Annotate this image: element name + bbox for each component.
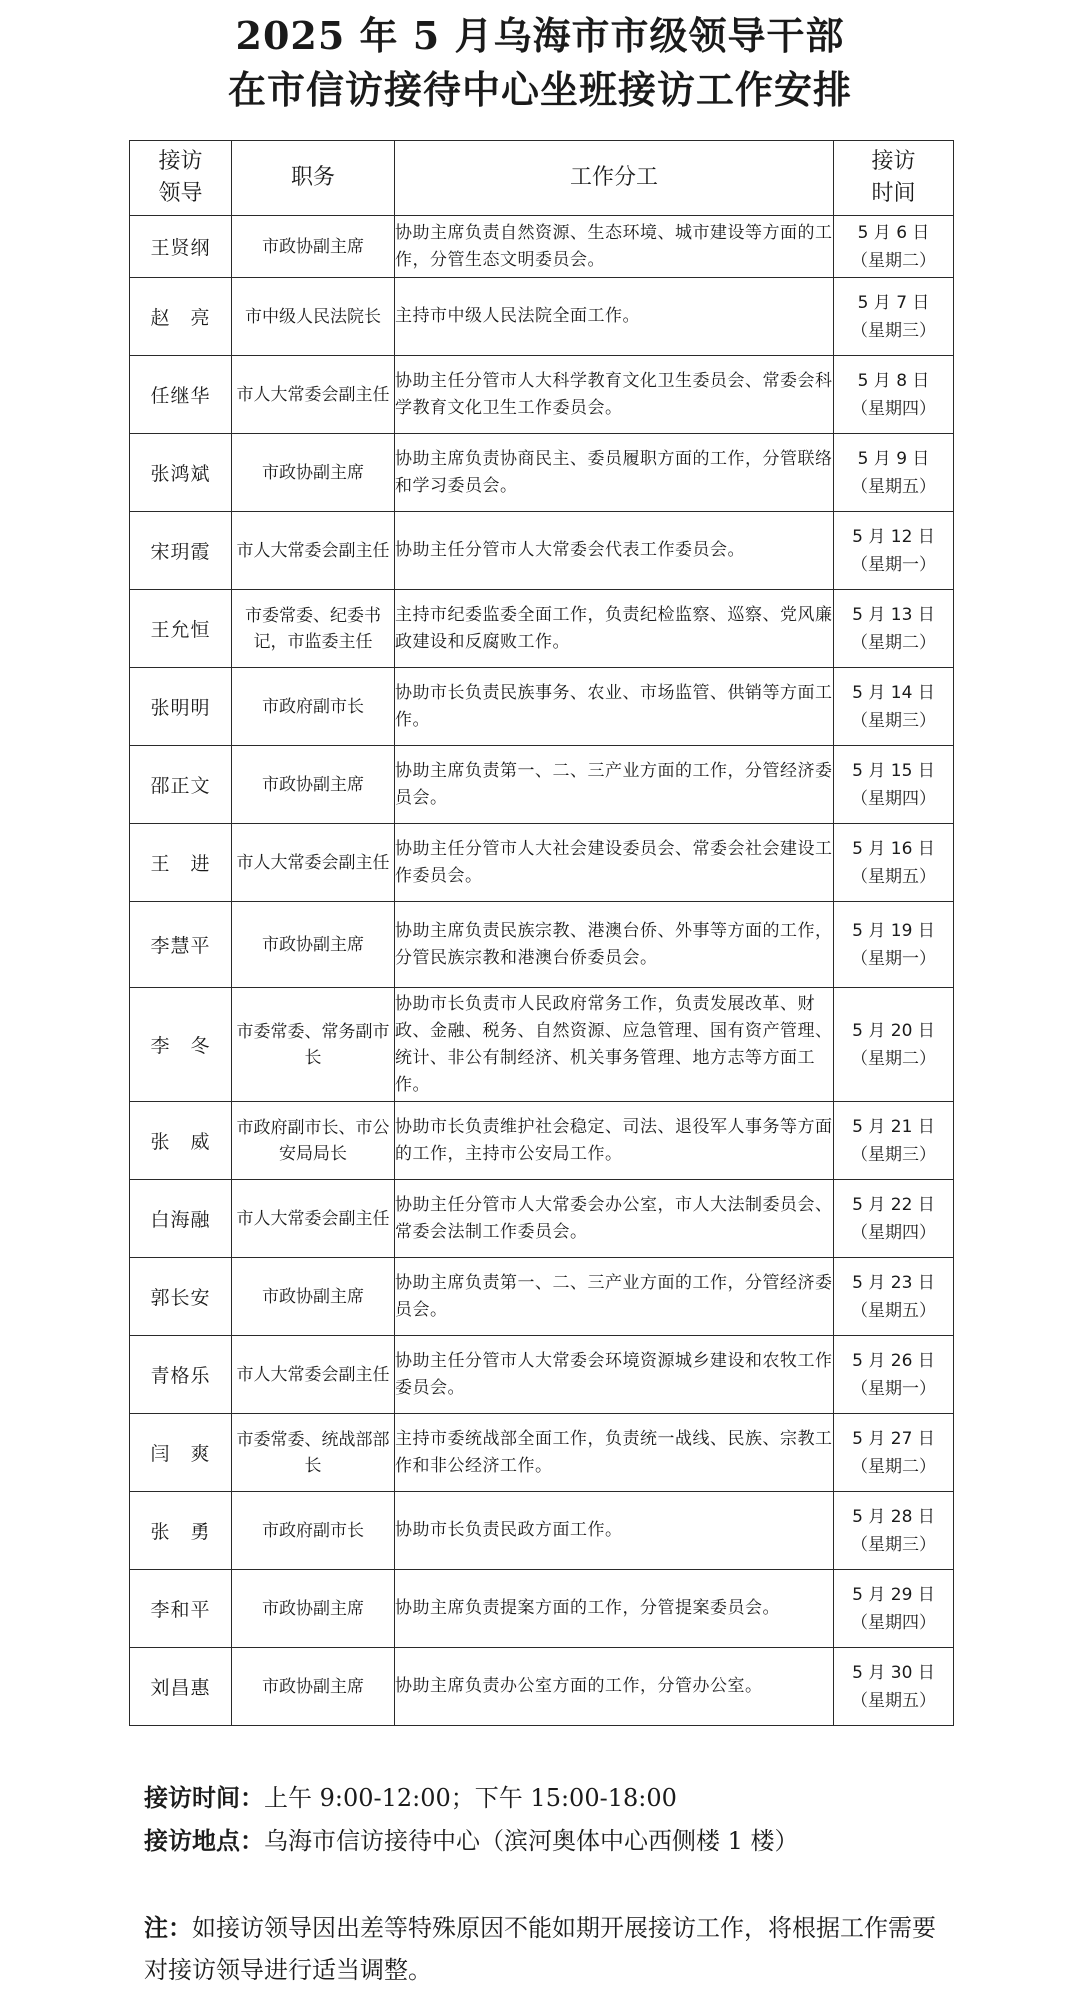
leader-duty: 协助市长负责民族事务、农业、市场监管、供销等方面工作。 bbox=[395, 668, 834, 746]
schedule-table bbox=[129, 140, 954, 1726]
leader-position: 市委常委、常务副市长 bbox=[232, 988, 395, 1102]
reception-time: 5 月 15 日 （星期四） bbox=[834, 746, 954, 824]
leader-position: 市人大常委会副主任 bbox=[232, 356, 395, 434]
table-row bbox=[130, 1414, 954, 1492]
table-row bbox=[130, 902, 954, 988]
leader-duty: 协助主席负责自然资源、生态环境、城市建设等方面的工作，分管生态文明委员会。 bbox=[395, 216, 834, 278]
leader-name: 赵 亮 bbox=[130, 278, 232, 356]
leader-duty: 协助主任分管市人大常委会环境资源城乡建设和农牧工作委员会。 bbox=[395, 1336, 834, 1414]
leader-name: 青格乐 bbox=[130, 1336, 232, 1414]
table-row bbox=[130, 1258, 954, 1336]
reception-location-value: 乌海市信访接待中心（滨河奥体中心西侧楼 1 楼） bbox=[264, 1827, 799, 1855]
table-row bbox=[130, 1570, 954, 1648]
leader-duty: 协助主任分管市人大常委会办公室，市人大法制委员会、常委会法制工作委员会。 bbox=[395, 1180, 834, 1258]
reception-time: 5 月 12 日 （星期一） bbox=[834, 512, 954, 590]
reception-time: 5 月 6 日 （星期二） bbox=[834, 216, 954, 278]
reception-time: 5 月 27 日 （星期二） bbox=[834, 1414, 954, 1492]
reception-time: 5 月 23 日 （星期五） bbox=[834, 1258, 954, 1336]
leader-position: 市政府副市长 bbox=[232, 1492, 395, 1570]
table-row bbox=[130, 1102, 954, 1180]
note bbox=[144, 1907, 944, 1991]
reception-time: 5 月 22 日 （星期四） bbox=[834, 1180, 954, 1258]
table-row bbox=[130, 746, 954, 824]
leader-position: 市政府副市长 bbox=[232, 668, 395, 746]
leader-name: 王贤纲 bbox=[130, 216, 232, 278]
leader-name: 王 进 bbox=[130, 824, 232, 902]
table-row bbox=[130, 1492, 954, 1570]
leader-name: 王允恒 bbox=[130, 590, 232, 668]
document-title-line1: 2025 年 5 月乌海市市级领导干部 bbox=[235, 13, 845, 58]
reception-time: 5 月 30 日 （星期五） bbox=[834, 1648, 954, 1726]
table-row bbox=[130, 590, 954, 668]
leader-duty: 协助主席负责办公室方面的工作，分管办公室。 bbox=[395, 1648, 834, 1726]
leader-duty: 协助主任分管市人大科学教育文化卫生委员会、常委会科学教育文化卫生工作委员会。 bbox=[395, 356, 834, 434]
leader-position: 市委常委、统战部部长 bbox=[232, 1414, 395, 1492]
leader-position: 市政协副主席 bbox=[232, 902, 395, 988]
table-row bbox=[130, 824, 954, 902]
table-row bbox=[130, 216, 954, 278]
leader-duty: 协助市长负责民政方面工作。 bbox=[395, 1492, 834, 1570]
table-row bbox=[130, 356, 954, 434]
reception-time: 5 月 20 日 （星期二） bbox=[834, 988, 954, 1102]
reception-time: 5 月 16 日 （星期五） bbox=[834, 824, 954, 902]
reception-time: 5 月 9 日 （星期五） bbox=[834, 434, 954, 512]
leader-position: 市委常委、纪委书记，市监委主任 bbox=[232, 590, 395, 668]
leader-position: 市人大常委会副主任 bbox=[232, 512, 395, 590]
leader-position: 市政协副主席 bbox=[232, 216, 395, 278]
reception-time: 5 月 14 日 （星期三） bbox=[834, 668, 954, 746]
table-row bbox=[130, 434, 954, 512]
reception-hours-value: 上午 9:00-12:00；下午 15:00-18:00 bbox=[264, 1784, 677, 1812]
leader-name: 张鸿斌 bbox=[130, 434, 232, 512]
reception-time: 5 月 21 日 （星期三） bbox=[834, 1102, 954, 1180]
leader-name: 邵正文 bbox=[130, 746, 232, 824]
reception-time: 5 月 19 日 （星期一） bbox=[834, 902, 954, 988]
leader-name: 张明明 bbox=[130, 668, 232, 746]
leader-position: 市政协副主席 bbox=[232, 1648, 395, 1726]
table-row bbox=[130, 1180, 954, 1258]
leader-duty: 协助主席负责民族宗教、港澳台侨、外事等方面的工作，分管民族宗教和港澳台侨委员会。 bbox=[395, 902, 834, 988]
leader-name: 闫 爽 bbox=[130, 1414, 232, 1492]
leader-name: 刘昌惠 bbox=[130, 1648, 232, 1726]
reception-time: 5 月 28 日 （星期三） bbox=[834, 1492, 954, 1570]
leader-position: 市政协副主席 bbox=[232, 746, 395, 824]
leader-name: 李慧平 bbox=[130, 902, 232, 988]
reception-hours bbox=[144, 1780, 677, 1816]
note-text: 如接访领导因出差等特殊原因不能如期开展接访工作，将根据工作需要对接访领导进行适当调整。 bbox=[144, 1914, 936, 1984]
table-row bbox=[130, 1336, 954, 1414]
header-duty: 工作分工 bbox=[395, 141, 834, 216]
leader-position: 市政协副主席 bbox=[232, 1258, 395, 1336]
leader-duty: 协助市长负责市人民政府常务工作，负责发展改革、财政、金融、税务、自然资源、应急管理、国有资产管理、统计、非公有制经济、机关事务管理、地方志等方面工作。 bbox=[395, 988, 834, 1102]
leader-duty: 主持市中级人民法院全面工作。 bbox=[395, 278, 834, 356]
leader-position: 市政府副市长、市公安局局长 bbox=[232, 1102, 395, 1180]
leader-duty: 协助主任分管市人大常委会代表工作委员会。 bbox=[395, 512, 834, 590]
leader-name: 李和平 bbox=[130, 1570, 232, 1648]
note-label: 注： bbox=[144, 1913, 192, 1942]
reception-time: 5 月 7 日 （星期三） bbox=[834, 278, 954, 356]
leader-name: 郭长安 bbox=[130, 1258, 232, 1336]
reception-time: 5 月 26 日 （星期一） bbox=[834, 1336, 954, 1414]
document-title-line2: 在市信访接待中心坐班接访工作安排 bbox=[227, 67, 852, 112]
leader-name: 李 冬 bbox=[130, 988, 232, 1102]
table-header-row bbox=[130, 141, 954, 216]
reception-time: 5 月 29 日 （星期四） bbox=[834, 1570, 954, 1648]
leader-name: 任继华 bbox=[130, 356, 232, 434]
leader-name: 张 勇 bbox=[130, 1492, 232, 1570]
header-position: 职务 bbox=[232, 141, 395, 216]
table-row bbox=[130, 278, 954, 356]
reception-location bbox=[144, 1823, 799, 1859]
reception-hours-label: 接访时间： bbox=[144, 1783, 264, 1812]
table-row bbox=[130, 512, 954, 590]
leader-duty: 协助主席负责第一、二、三产业方面的工作，分管经济委员会。 bbox=[395, 1258, 834, 1336]
leader-duty: 主持市纪委监委全面工作，负责纪检监察、巡察、党风廉政建设和反腐败工作。 bbox=[395, 590, 834, 668]
header-time: 接访 时间 bbox=[834, 141, 954, 216]
table-row bbox=[130, 988, 954, 1102]
reception-time: 5 月 13 日 （星期二） bbox=[834, 590, 954, 668]
leader-position: 市人大常委会副主任 bbox=[232, 1336, 395, 1414]
leader-duty: 协助主席负责提案方面的工作，分管提案委员会。 bbox=[395, 1570, 834, 1648]
leader-position: 市政协副主席 bbox=[232, 1570, 395, 1648]
header-leader: 接访 领导 bbox=[130, 141, 232, 216]
table-row bbox=[130, 1648, 954, 1726]
leader-duty: 协助市长负责维护社会稳定、司法、退役军人事务等方面的工作，主持市公安局工作。 bbox=[395, 1102, 834, 1180]
table-row bbox=[130, 668, 954, 746]
leader-position: 市人大常委会副主任 bbox=[232, 1180, 395, 1258]
reception-location-label: 接访地点： bbox=[144, 1826, 264, 1855]
leader-duty: 主持市委统战部全面工作，负责统一战线、民族、宗教工作和非公经济工作。 bbox=[395, 1414, 834, 1492]
leader-duty: 协助主席负责协商民主、委员履职方面的工作，分管联络和学习委员会。 bbox=[395, 434, 834, 512]
leader-name: 宋玥霞 bbox=[130, 512, 232, 590]
leader-position: 市中级人民法院长 bbox=[232, 278, 395, 356]
leader-name: 张 威 bbox=[130, 1102, 232, 1180]
leader-position: 市人大常委会副主任 bbox=[232, 824, 395, 902]
leader-duty: 协助主席负责第一、二、三产业方面的工作，分管经济委员会。 bbox=[395, 746, 834, 824]
reception-time: 5 月 8 日 （星期四） bbox=[834, 356, 954, 434]
leader-duty: 协助主任分管市人大社会建设委员会、常委会社会建设工作委员会。 bbox=[395, 824, 834, 902]
leader-position: 市政协副主席 bbox=[232, 434, 395, 512]
leader-name: 白海融 bbox=[130, 1180, 232, 1258]
